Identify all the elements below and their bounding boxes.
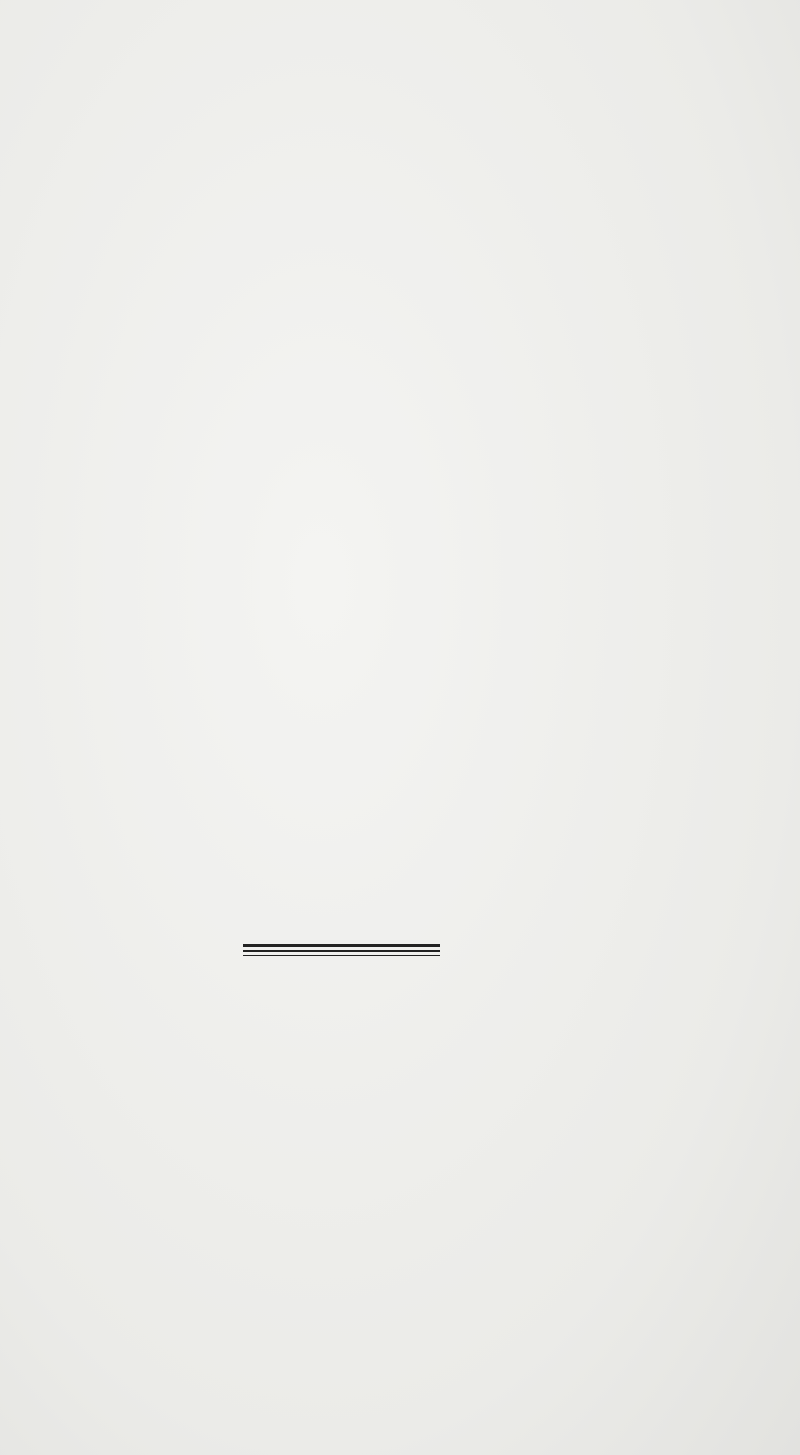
ornamental-divider bbox=[243, 944, 440, 956]
case-first-line bbox=[42, 1098, 650, 1144]
case-text bbox=[42, 1098, 650, 1144]
